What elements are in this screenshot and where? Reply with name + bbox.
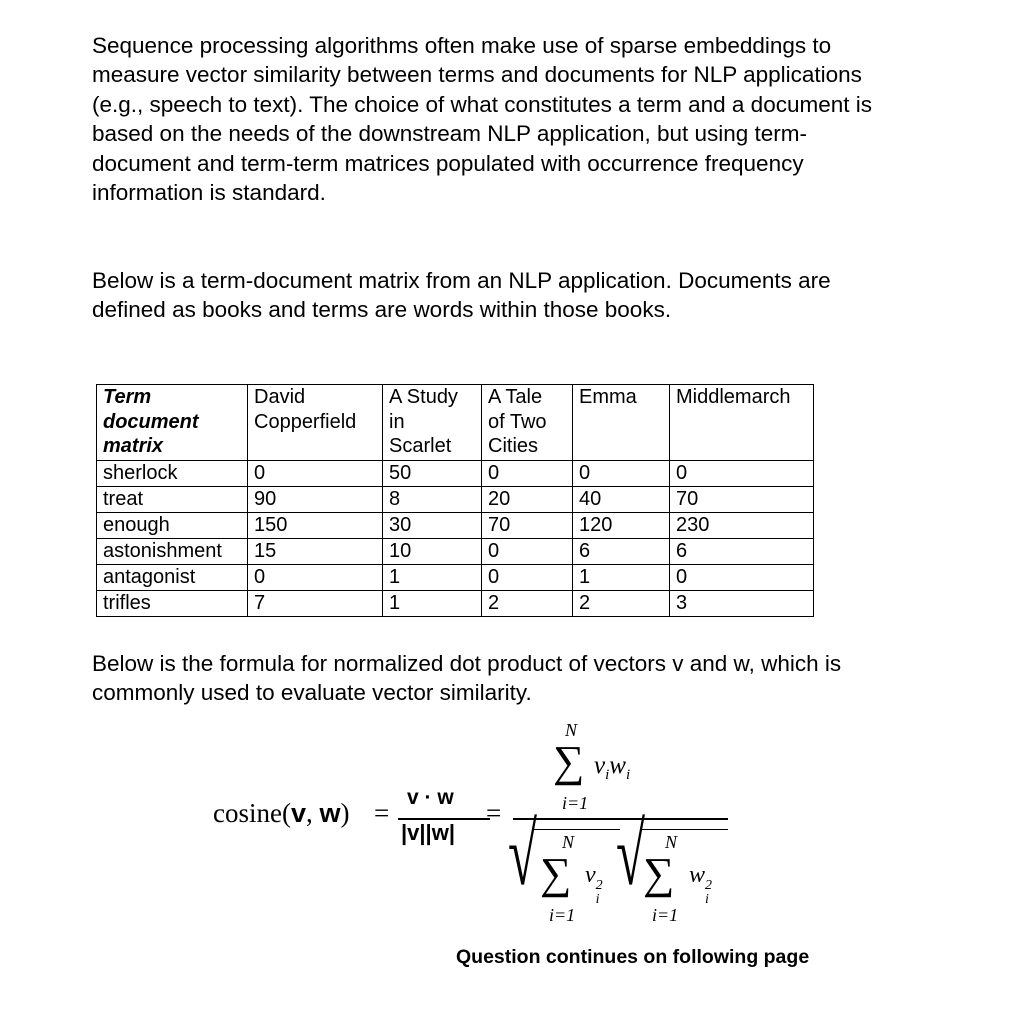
value-cell: 0 [248, 564, 383, 590]
col-header: David Copperfield [248, 385, 383, 461]
value-cell: 50 [383, 460, 482, 486]
term-cell: astonishment [97, 538, 248, 564]
value-cell: 1 [573, 564, 670, 590]
value-cell: 0 [670, 460, 814, 486]
sqrt-icon: √ [508, 807, 537, 904]
radical-bar [641, 829, 728, 830]
table-row [97, 564, 814, 590]
value-cell: 0 [482, 564, 573, 590]
value-cell: 0 [573, 460, 670, 486]
w-squared: w 2 i [689, 862, 713, 907]
term-cell: trifles [97, 590, 248, 616]
sum-upper: N [562, 832, 575, 852]
value-cell: 0 [482, 460, 573, 486]
sum-icon: ∑ [643, 849, 675, 898]
table-row [97, 590, 814, 616]
table-row [97, 460, 814, 486]
num-term: $v_iw_i$ [594, 752, 631, 783]
formula-intro-paragraph: Below is the formula for normalized dot product of vectors v and w, which is commonly used to evaluate vector similarity. [92, 651, 842, 706]
equals-sign: = [374, 798, 390, 828]
formula-lhs: cosine(v, w) [213, 798, 350, 828]
sum-upper: N [565, 720, 578, 740]
continuation-note: Question continues on following page [456, 946, 810, 968]
value-cell: 6 [670, 538, 814, 564]
value-cell: 0 [248, 460, 383, 486]
value-cell: 3 [670, 590, 814, 616]
radical-bar [533, 829, 620, 830]
value-cell: 1 [383, 590, 482, 616]
dot-product: v · w [407, 786, 454, 809]
col-header: Middlemarch [670, 385, 814, 461]
value-cell: 70 [482, 512, 573, 538]
value-cell: 10 [383, 538, 482, 564]
value-cell: 40 [573, 486, 670, 512]
term-cell: enough [97, 512, 248, 538]
sum-lower: i=1 [562, 793, 589, 813]
col-header: A Tale of Two Cities [482, 385, 573, 461]
value-cell: 20 [482, 486, 573, 512]
value-cell: 2 [482, 590, 573, 616]
value-cell: 0 [482, 538, 573, 564]
v-squared: v 2 i [585, 862, 603, 907]
sum-lower: i=1 [549, 905, 576, 925]
value-cell: 90 [248, 486, 383, 512]
equals-sign: = [486, 798, 502, 828]
term-cell: sherlock [97, 460, 248, 486]
value-cell: 70 [670, 486, 814, 512]
sqrt-icon: √ [616, 807, 645, 904]
value-cell: 2 [573, 590, 670, 616]
value-cell: 30 [383, 512, 482, 538]
corner-header: Term document matrix [97, 385, 248, 461]
table-row [97, 512, 814, 538]
value-cell: 8 [383, 486, 482, 512]
value-cell: 7 [248, 590, 383, 616]
value-cell: 230 [670, 512, 814, 538]
value-cell: 15 [248, 538, 383, 564]
sum-icon: ∑ [540, 849, 572, 898]
intro-paragraph: Sequence processing algorithms often make use of sparse embeddings to measure vector similarity between terms and documents for NLP applications (e.g., speech to text). The choice of what constitutes a term and a document is based on the needs of the downstream NLP application, but using term-document and term-term matrices populated with occurrence frequency information is standard. [92, 33, 872, 206]
value-cell: 1 [383, 564, 482, 590]
term-document-matrix [96, 384, 814, 617]
col-header: A Study in Scarlet [383, 385, 482, 461]
norm-product: |v||w| [401, 820, 455, 845]
sum-lower: i=1 [652, 905, 679, 925]
value-cell: 6 [573, 538, 670, 564]
matrix-intro-paragraph: Below is a term-document matrix from an NLP application. Documents are defined as books and terms are words within those books. [92, 268, 831, 323]
header-row [97, 385, 814, 461]
value-cell: 150 [248, 512, 383, 538]
value-cell: 120 [573, 512, 670, 538]
value-cell: 0 [670, 564, 814, 590]
sum-icon: ∑ [553, 737, 585, 786]
col-header: Emma [573, 385, 670, 461]
term-cell: antagonist [97, 564, 248, 590]
table-row [97, 538, 814, 564]
term-cell: treat [97, 486, 248, 512]
table-row [97, 486, 814, 512]
sum-upper: N [665, 832, 678, 852]
